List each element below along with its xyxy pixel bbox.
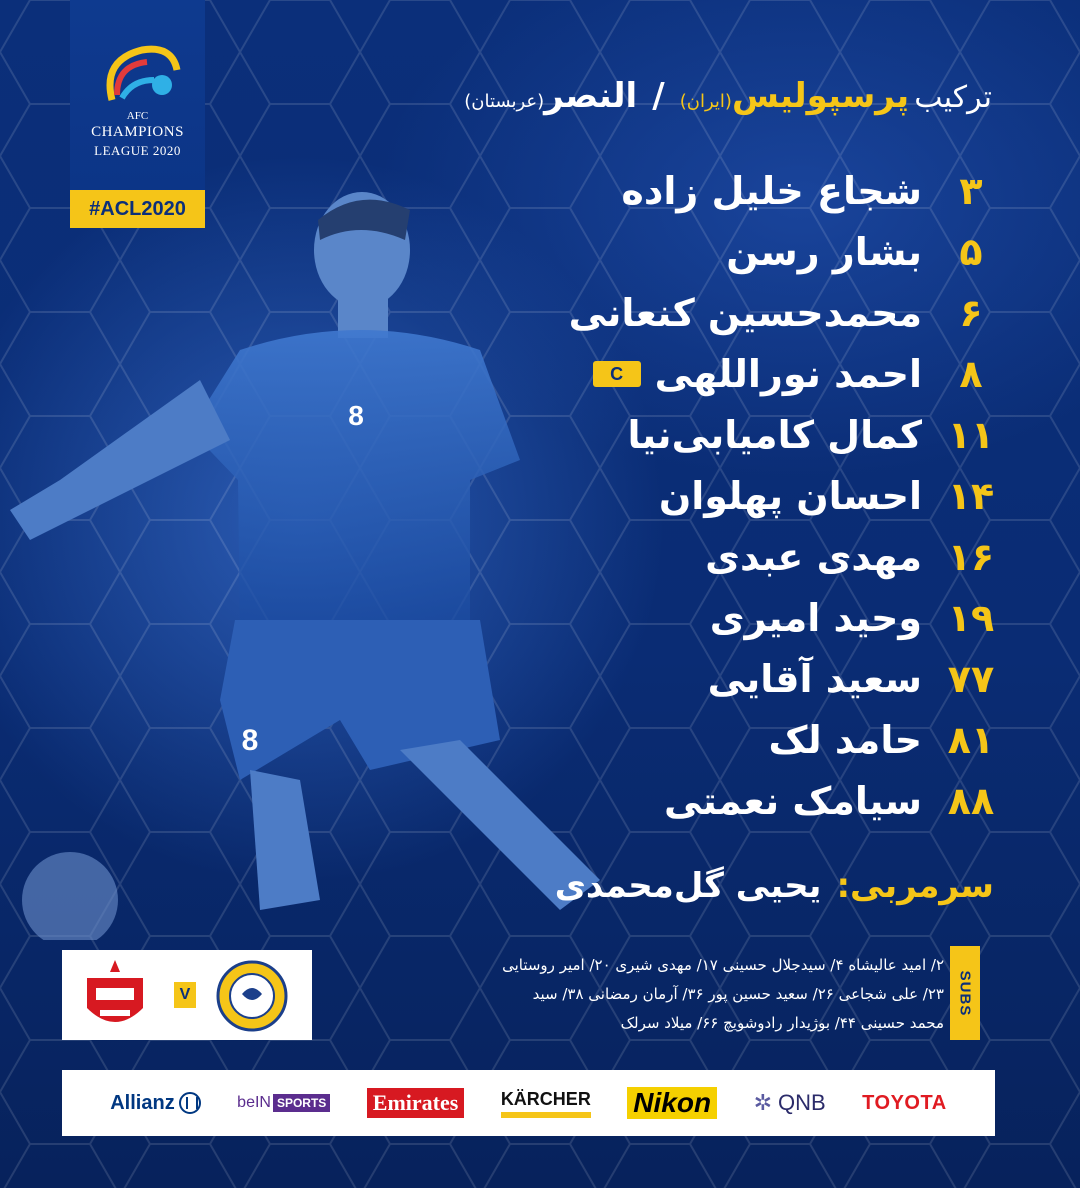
header-prefix: ترکیب bbox=[914, 80, 992, 115]
lineup-row bbox=[500, 709, 1020, 770]
persepolis-crest-icon bbox=[82, 958, 148, 1034]
sponsor-nikon: Nikon bbox=[627, 1087, 717, 1119]
sponsor-karcher: KÄRCHER bbox=[501, 1089, 591, 1118]
home-country: (ایران) bbox=[679, 91, 732, 112]
match-header bbox=[464, 76, 992, 116]
lineup-row bbox=[500, 648, 1020, 709]
player-number: ۱۹ bbox=[947, 595, 995, 640]
versus-badge: V bbox=[174, 982, 196, 1008]
subs-line: محمد حسینی ۴۴/ بوژیدار رادوشویچ ۶۶/ میلاد سرلک bbox=[620, 1014, 944, 1032]
qnb-star-icon: ✲ bbox=[753, 1090, 772, 1115]
subs-list bbox=[502, 951, 944, 1038]
sponsor-emirates: Emirates bbox=[367, 1088, 465, 1118]
match-crests bbox=[62, 950, 312, 1040]
subs-tab-label: SUBS bbox=[956, 970, 974, 1016]
player-number: ۶ bbox=[959, 290, 983, 335]
lineup-row bbox=[500, 526, 1020, 587]
player-number: ۸ bbox=[959, 351, 983, 396]
sponsor-allianz bbox=[110, 1092, 200, 1115]
lineup-row bbox=[500, 465, 1020, 526]
player-number: ۷۷ bbox=[947, 656, 995, 701]
lineup-row bbox=[500, 343, 1020, 404]
player-number: ۱۶ bbox=[947, 534, 995, 579]
al-nassr-crest-icon bbox=[212, 958, 292, 1034]
player-name: وحید امیری bbox=[709, 595, 922, 640]
sponsor-bein-sports: SPORTS bbox=[273, 1094, 330, 1112]
lineup-row bbox=[500, 587, 1020, 648]
lineup-row bbox=[500, 770, 1020, 831]
allianz-mark-icon bbox=[179, 1092, 201, 1114]
afc-logo-block bbox=[70, 0, 205, 228]
sponsor-bein-text: beIN bbox=[237, 1094, 271, 1111]
lineup-list bbox=[500, 160, 1020, 831]
away-team-name: النصر bbox=[544, 76, 638, 116]
subs-line: ۲/ امید عالیشاه ۴/ سیدجلال حسینی ۱۷/ مهدی شیری ۲۰/ امیر روستایی bbox=[502, 956, 944, 974]
player-number: ۸۸ bbox=[947, 778, 995, 823]
captain-badge: C bbox=[593, 361, 641, 387]
coach-line bbox=[555, 866, 994, 906]
player-number: ۵ bbox=[959, 229, 983, 274]
sponsor-qnb bbox=[754, 1090, 826, 1116]
player-name: شجاع خلیل زاده bbox=[621, 168, 922, 213]
afc-logo-icon bbox=[92, 40, 182, 120]
player-number: ۸۱ bbox=[947, 717, 995, 762]
player-name: کمال کامیابی‌نیا bbox=[627, 412, 922, 457]
player-name: سیامک نعمتی bbox=[664, 778, 922, 823]
sponsor-allianz-text: Allianz bbox=[110, 1091, 175, 1114]
sponsor-bar bbox=[62, 1070, 995, 1136]
header-separator: / bbox=[652, 76, 665, 116]
player-number: ۱۱ bbox=[947, 412, 995, 457]
sponsor-qnb-text: QNB bbox=[778, 1090, 826, 1115]
player-name: سعید آقایی bbox=[707, 656, 922, 701]
home-team-name: پرسپولیس bbox=[731, 76, 910, 116]
away-country: (عربستان) bbox=[464, 91, 545, 112]
subs-line: ۲۳/ علی شجاعی ۲۶/ سعید حسین پور ۳۶/ آرمان رمضانی ۳۸/ سید bbox=[532, 985, 944, 1003]
player-name: بشار رسن bbox=[726, 229, 922, 274]
afc-text-3: LEAGUE 2020 bbox=[94, 143, 181, 158]
player-name: حامد لک bbox=[768, 717, 922, 762]
afc-text-2: CHAMPIONS bbox=[91, 124, 184, 140]
lineup-row bbox=[500, 404, 1020, 465]
lineup-row bbox=[500, 221, 1020, 282]
svg-text:8: 8 bbox=[348, 400, 364, 431]
player-number: ۱۴ bbox=[947, 473, 995, 518]
player-name: مهدی عبدی bbox=[705, 534, 922, 579]
hashtag-badge: #ACL2020 bbox=[70, 190, 205, 228]
coach-label: سرمربی: bbox=[836, 866, 994, 906]
coach-name: یحیی گل‌محمدی bbox=[554, 866, 822, 906]
svg-text:8: 8 bbox=[241, 724, 259, 757]
subs-tab bbox=[950, 946, 980, 1040]
player-number: ۳ bbox=[959, 168, 983, 213]
sponsor-bein bbox=[237, 1094, 330, 1112]
lineup-row bbox=[500, 160, 1020, 221]
player-name: محمدحسین کنعانی bbox=[568, 290, 922, 335]
player-name: احسان پهلوان bbox=[658, 473, 922, 518]
afc-text-1: AFC bbox=[126, 110, 149, 122]
sponsor-toyota: TOYOTA bbox=[862, 1091, 947, 1114]
player-name: احمد نوراللهی bbox=[654, 351, 922, 396]
lineup-row bbox=[500, 282, 1020, 343]
